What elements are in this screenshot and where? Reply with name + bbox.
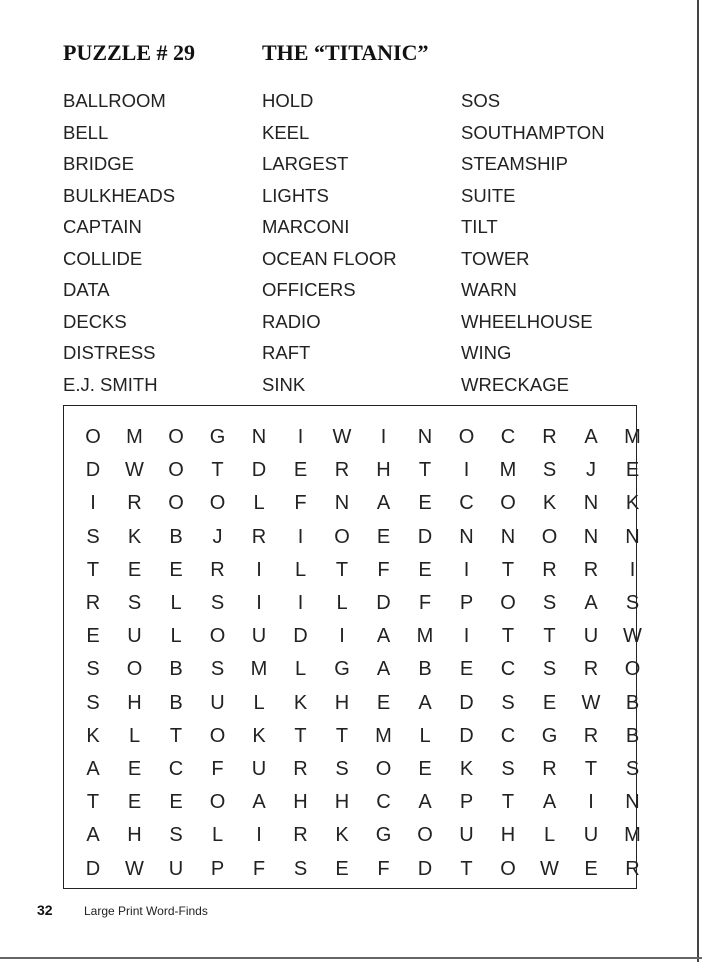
- grid-letter: S: [501, 758, 515, 780]
- word-list-item: BALLROOM: [63, 90, 166, 111]
- page-number: 32: [37, 902, 53, 918]
- grid-letter: M: [499, 459, 517, 482]
- word-list-column: [262, 88, 462, 403]
- grid-letter: T: [501, 558, 515, 581]
- grid-letter: N: [417, 426, 433, 448]
- grid-letter: E: [127, 758, 142, 780]
- grid-letter: O: [624, 658, 641, 681]
- grid-letter: R: [583, 658, 599, 681]
- grid-letter: J: [586, 459, 596, 482]
- grid-letter: C: [459, 492, 474, 515]
- grid-letter: R: [583, 558, 599, 581]
- grid-letter: S: [293, 857, 308, 880]
- word-list-item: STEAMSHIP: [461, 153, 568, 174]
- grid-letter: S: [127, 592, 142, 614]
- grid-letter: K: [86, 724, 100, 747]
- word-list-item: COLLIDE: [63, 247, 143, 269]
- book-title: Large Print Word-Finds: [84, 904, 208, 918]
- grid-letter: K: [252, 724, 266, 747]
- grid-letter: B: [625, 691, 640, 714]
- grid-letter: E: [376, 525, 391, 548]
- grid-row: [64, 653, 641, 686]
- grid-letter: A: [376, 492, 391, 515]
- grid-letter: S: [86, 691, 100, 714]
- grid-letter: A: [584, 592, 598, 614]
- grid-letter: J: [212, 525, 223, 548]
- grid-letter: F: [377, 558, 390, 581]
- grid-letter: M: [624, 426, 641, 448]
- grid-letter: E: [418, 492, 432, 515]
- grid-letter: L: [211, 824, 224, 847]
- word-list-item: RAFT: [262, 342, 311, 363]
- grid-letter: O: [209, 791, 226, 814]
- grid-letter: A: [252, 791, 266, 814]
- grid-letter: D: [459, 691, 474, 714]
- grid-letter: A: [418, 791, 432, 814]
- grid-letter: O: [209, 492, 226, 515]
- grid-letter: R: [85, 592, 101, 614]
- grid-letter: F: [252, 857, 266, 880]
- word-list-item: SOUTHAMPTON: [461, 121, 605, 143]
- word-list-item: LIGHTS: [262, 184, 329, 206]
- grid-letter: R: [127, 492, 142, 515]
- grid-letter: E: [542, 691, 557, 714]
- grid-letter: T: [211, 459, 224, 482]
- word-list-item: SOS: [461, 90, 501, 111]
- grid-letter: W: [540, 857, 559, 880]
- grid-row: [64, 554, 636, 587]
- grid-letter: S: [210, 592, 225, 614]
- grid-letter: A: [542, 791, 557, 814]
- grid-letter: C: [500, 426, 516, 448]
- grid-letter: I: [380, 426, 387, 448]
- grid-letter: I: [588, 791, 594, 814]
- grid-letter: T: [460, 857, 473, 880]
- word-list-item: HOLD: [262, 90, 314, 111]
- grid-letter: W: [125, 459, 144, 482]
- grid-letter: M: [624, 824, 641, 847]
- grid-letter: H: [334, 791, 350, 814]
- grid-letter: M: [126, 426, 143, 448]
- grid-letter: O: [500, 857, 516, 880]
- grid-letter: E: [459, 658, 474, 681]
- grid-letter: P: [459, 791, 474, 814]
- grid-letter: M: [416, 625, 434, 648]
- grid-letter: O: [417, 824, 433, 847]
- grid-letter: T: [86, 558, 100, 581]
- grid-letter: G: [334, 658, 350, 681]
- grid-letter: G: [209, 426, 226, 448]
- grid-letter: K: [127, 525, 142, 548]
- puzzle-number-heading: PUZZLE # 29: [63, 40, 196, 65]
- word-list-column: [461, 88, 661, 403]
- word-list-column: [63, 88, 263, 403]
- page-edge-right: [697, 0, 699, 962]
- word-list-item: TOWER: [461, 247, 530, 269]
- grid-letter: N: [625, 791, 640, 814]
- grid-letter: O: [209, 724, 226, 747]
- grid-letter: G: [541, 724, 558, 747]
- grid-letter: R: [293, 758, 308, 780]
- grid-letter: E: [127, 791, 142, 814]
- grid-row: [64, 687, 640, 720]
- grid-letter: K: [335, 824, 349, 847]
- grid-letter: O: [126, 658, 143, 681]
- grid-letter: F: [211, 758, 224, 780]
- grid-letter: C: [500, 658, 516, 681]
- grid-row: [64, 620, 642, 653]
- grid-row: [64, 819, 641, 852]
- grid-letter: D: [417, 525, 433, 548]
- grid-letter: B: [169, 658, 183, 681]
- grid-letter: I: [297, 592, 304, 614]
- word-list-item: BELL: [63, 121, 109, 143]
- grid-letter: H: [293, 791, 308, 814]
- word-list-item: KEEL: [262, 121, 310, 143]
- grid-letter: T: [418, 459, 432, 482]
- grid-letter: I: [256, 824, 262, 847]
- grid-letter: H: [500, 824, 516, 847]
- grid-letter: E: [127, 558, 142, 581]
- grid-letter: O: [458, 426, 475, 448]
- grid-letter: C: [500, 724, 516, 747]
- grid-letter: D: [85, 459, 101, 482]
- grid-letter: W: [623, 625, 642, 648]
- grid-letter: U: [583, 824, 599, 847]
- grid-letter: I: [629, 558, 636, 581]
- grid-row: [64, 786, 640, 819]
- grid-letter: L: [419, 724, 431, 747]
- grid-letter: E: [625, 459, 640, 482]
- grid-letter: R: [210, 558, 225, 581]
- word-list-item: BULKHEADS: [63, 184, 176, 206]
- grid-letter: S: [625, 592, 640, 614]
- word-list-item: LARGEST: [262, 153, 349, 174]
- grid-letter: K: [542, 492, 557, 515]
- grid-letter: A: [86, 824, 100, 847]
- word-list-item: OCEAN FLOOR: [262, 247, 397, 269]
- grid-letter: O: [500, 592, 516, 614]
- grid-letter: K: [293, 691, 308, 714]
- grid-letter: W: [125, 857, 144, 880]
- grid-letter: T: [501, 625, 515, 648]
- grid-letter: D: [293, 625, 308, 648]
- grid-letter: U: [459, 824, 474, 847]
- grid-letter: A: [376, 658, 391, 681]
- grid-letter: I: [297, 426, 304, 448]
- grid-letter: H: [376, 459, 391, 482]
- grid-letter: U: [251, 758, 267, 780]
- grid-letter: N: [334, 492, 350, 515]
- grid-letter: E: [418, 558, 432, 581]
- grid-letter: H: [127, 691, 142, 714]
- grid-letter: O: [375, 758, 392, 780]
- grid-letter: F: [418, 592, 432, 614]
- grid-letter: I: [297, 525, 304, 548]
- grid-letter: E: [376, 691, 391, 714]
- word-list-item: WING: [461, 342, 512, 363]
- word-list-item: OFFICERS: [262, 279, 356, 300]
- word-list-item: DATA: [63, 279, 110, 300]
- grid-letter: T: [335, 558, 349, 581]
- puzzle-title: THE “TITANIC”: [262, 40, 429, 65]
- page-edge-bottom: [0, 957, 702, 959]
- grid-letter: E: [335, 857, 349, 880]
- grid-letter: O: [209, 625, 226, 648]
- grid-letter: S: [86, 658, 100, 681]
- grid-row: [64, 853, 640, 886]
- grid-letter: T: [86, 791, 100, 814]
- grid-letter: R: [583, 724, 599, 747]
- grid-letter: N: [625, 525, 640, 548]
- grid-letter: S: [542, 459, 557, 482]
- grid-letter: T: [543, 625, 556, 648]
- grid-letter: D: [85, 857, 101, 880]
- grid-letter: P: [459, 592, 474, 614]
- grid-letter: H: [334, 691, 350, 714]
- grid-letter: L: [294, 658, 307, 681]
- grid-letter: L: [294, 558, 307, 581]
- grid-letter: I: [90, 492, 96, 515]
- grid-letter: D: [376, 592, 391, 614]
- grid-letter: D: [417, 857, 433, 880]
- grid-letter: B: [169, 525, 183, 548]
- grid-letter: E: [169, 791, 183, 814]
- grid-letter: R: [625, 857, 640, 880]
- grid-letter: I: [463, 558, 470, 581]
- grid-row: [64, 521, 640, 554]
- grid-letter: N: [251, 426, 267, 448]
- grid-letter: I: [256, 558, 262, 581]
- grid-letter: N: [459, 525, 474, 548]
- grid-letter: L: [336, 592, 348, 614]
- grid-letter: E: [293, 459, 308, 482]
- grid-letter: U: [583, 625, 599, 648]
- grid-letter: B: [625, 724, 640, 747]
- letter-grid: [63, 405, 642, 889]
- word-list-item: WARN: [461, 279, 517, 300]
- grid-letter: L: [128, 724, 141, 747]
- grid-letter: S: [335, 758, 349, 780]
- grid-letter: A: [376, 625, 391, 648]
- word-list-item: DECKS: [63, 310, 127, 332]
- word-list-item: WRECKAGE: [461, 373, 569, 395]
- grid-letter: L: [543, 824, 556, 847]
- grid-letter: O: [334, 525, 350, 548]
- grid-letter: K: [625, 492, 640, 515]
- grid-letter: O: [85, 426, 101, 448]
- grid-letter: R: [542, 758, 557, 780]
- word-list-item: MARCONI: [262, 216, 350, 237]
- grid-letter: I: [256, 592, 262, 614]
- grid-letter: E: [584, 857, 598, 880]
- word-list-item: E.J. SMITH: [63, 373, 158, 395]
- word-list-item: DISTRESS: [63, 342, 156, 363]
- grid-letter: O: [168, 426, 184, 448]
- grid-letter: S: [501, 691, 515, 714]
- grid-letter: E: [418, 758, 432, 780]
- grid-letter: T: [584, 758, 598, 780]
- word-list-item: SUITE: [461, 184, 516, 206]
- grid-row: [64, 720, 640, 753]
- word-list-item: WHEELHOUSE: [461, 310, 593, 332]
- grid-letter: I: [463, 625, 470, 648]
- grid-letter: I: [339, 625, 345, 648]
- grid-letter: S: [210, 658, 225, 681]
- word-list-item: RADIO: [262, 310, 321, 332]
- grid-letter: D: [459, 724, 474, 747]
- grid-letter: N: [583, 492, 599, 515]
- grid-letter: L: [253, 691, 265, 714]
- grid-letter: R: [293, 824, 308, 847]
- grid-letter: W: [332, 426, 352, 448]
- grid-letter: U: [127, 625, 142, 648]
- word-list-item: BRIDGE: [63, 153, 134, 174]
- grid-letter: R: [542, 558, 557, 581]
- grid-letter: N: [583, 525, 599, 548]
- grid-letter: S: [169, 824, 183, 847]
- grid-letter: T: [294, 724, 307, 747]
- grid-letter: S: [625, 758, 640, 780]
- grid-letter: T: [335, 724, 349, 747]
- grid-letter: H: [127, 824, 142, 847]
- grid-row: [64, 454, 640, 487]
- grid-letter: L: [170, 592, 182, 614]
- grid-letter: B: [418, 658, 432, 681]
- grid-letter: T: [501, 791, 515, 814]
- grid-letter: O: [168, 492, 184, 515]
- grid-letter: U: [251, 625, 267, 648]
- grid-letter: T: [169, 724, 183, 747]
- grid-letter: A: [584, 426, 598, 448]
- grid-letter: U: [210, 691, 225, 714]
- word-list-item: SINK: [262, 373, 306, 395]
- grid-letter: C: [376, 791, 391, 814]
- grid-letter: M: [250, 658, 268, 681]
- grid-letter: N: [500, 525, 516, 548]
- grid-letter: O: [168, 459, 184, 482]
- grid-letter: O: [541, 525, 558, 548]
- grid-letter: S: [86, 525, 100, 548]
- grid-letter: A: [86, 758, 100, 780]
- grid-letter: R: [251, 525, 267, 548]
- grid-letter: F: [294, 492, 307, 515]
- grid-letter: L: [170, 625, 182, 648]
- grid-letter: M: [375, 724, 392, 747]
- grid-letter: F: [377, 857, 390, 880]
- grid-letter: E: [86, 625, 100, 648]
- grid-letter: G: [375, 824, 392, 847]
- grid-letter: P: [210, 857, 225, 880]
- grid-row: [64, 587, 640, 620]
- grid-letter: K: [459, 758, 474, 780]
- grid-letter: L: [253, 492, 265, 515]
- grid-letter: R: [542, 426, 557, 448]
- word-list-item: TILT: [461, 216, 498, 237]
- grid-letter: S: [542, 658, 557, 681]
- grid-letter: R: [334, 459, 350, 482]
- grid-letter: C: [168, 758, 184, 780]
- grid-letter: O: [500, 492, 516, 515]
- grid-letter: W: [581, 691, 601, 714]
- grid-letter: B: [169, 691, 183, 714]
- grid-letter: A: [418, 691, 432, 714]
- grid-letter: E: [169, 558, 183, 581]
- grid-row: [64, 421, 641, 454]
- word-list-item: CAPTAIN: [63, 216, 142, 237]
- grid-row: [64, 487, 640, 520]
- grid-row: [64, 753, 640, 786]
- grid-letter: D: [251, 459, 267, 482]
- grid-letter: I: [463, 459, 470, 482]
- grid-letter: U: [168, 857, 184, 880]
- grid-letter: S: [542, 592, 557, 614]
